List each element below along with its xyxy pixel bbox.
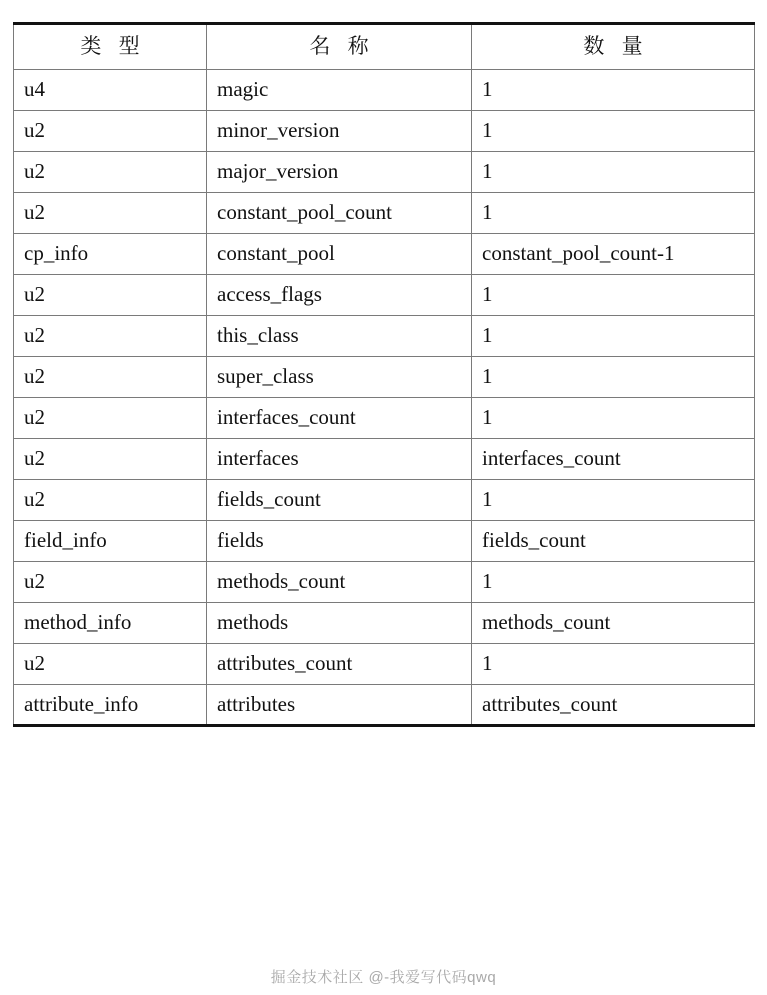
cell-type: u2 xyxy=(14,152,207,193)
cell-count: 1 xyxy=(472,70,755,111)
cell-name: interfaces xyxy=(207,439,472,480)
column-header-type: 类 型 xyxy=(14,24,207,70)
cell-name: super_class xyxy=(207,357,472,398)
cell-count: methods_count xyxy=(472,603,755,644)
cell-name: interfaces_count xyxy=(207,398,472,439)
table-header-row xyxy=(14,24,755,70)
table-row xyxy=(14,70,755,111)
cell-name: access_flags xyxy=(207,275,472,316)
cell-type: u2 xyxy=(14,193,207,234)
table-row xyxy=(14,439,755,480)
cell-count: 1 xyxy=(472,644,755,685)
table-row xyxy=(14,480,755,521)
cell-name: minor_version xyxy=(207,111,472,152)
cell-type: u2 xyxy=(14,480,207,521)
cell-count: 1 xyxy=(472,152,755,193)
cell-count: attributes_count xyxy=(472,685,755,726)
cell-name: constant_pool xyxy=(207,234,472,275)
cell-name: fields xyxy=(207,521,472,562)
cell-name: attributes xyxy=(207,685,472,726)
cell-count: interfaces_count xyxy=(472,439,755,480)
cell-type: u2 xyxy=(14,644,207,685)
cell-type: u2 xyxy=(14,275,207,316)
column-header-count: 数 量 xyxy=(472,24,755,70)
cell-name: this_class xyxy=(207,316,472,357)
table-row xyxy=(14,357,755,398)
table-row xyxy=(14,193,755,234)
cell-type: cp_info xyxy=(14,234,207,275)
watermark-text: 掘金技术社区 @-我爱写代码qwq xyxy=(270,969,497,986)
class-file-structure-table xyxy=(13,22,755,727)
table-row xyxy=(14,111,755,152)
cell-type: attribute_info xyxy=(14,685,207,726)
column-header-name: 名 称 xyxy=(207,24,472,70)
cell-type: u2 xyxy=(14,398,207,439)
cell-count: 1 xyxy=(472,316,755,357)
cell-type: u2 xyxy=(14,357,207,398)
table-row xyxy=(14,603,755,644)
cell-count: 1 xyxy=(472,562,755,603)
cell-count: 1 xyxy=(472,111,755,152)
table-row xyxy=(14,152,755,193)
cell-count: constant_pool_count-1 xyxy=(472,234,755,275)
table-row xyxy=(14,562,755,603)
cell-name: magic xyxy=(207,70,472,111)
table-row xyxy=(14,234,755,275)
cell-count: 1 xyxy=(472,480,755,521)
table-header xyxy=(14,24,755,70)
table-row xyxy=(14,685,755,726)
cell-name: attributes_count xyxy=(207,644,472,685)
cell-count: 1 xyxy=(472,275,755,316)
cell-type: u2 xyxy=(14,562,207,603)
cell-name: methods xyxy=(207,603,472,644)
table-row xyxy=(14,644,755,685)
cell-name: major_version xyxy=(207,152,472,193)
cell-name: fields_count xyxy=(207,480,472,521)
cell-name: methods_count xyxy=(207,562,472,603)
cell-count: 1 xyxy=(472,357,755,398)
cell-name: constant_pool_count xyxy=(207,193,472,234)
cell-type: u2 xyxy=(14,111,207,152)
cell-type: field_info xyxy=(14,521,207,562)
cell-count: fields_count xyxy=(472,521,755,562)
table-row xyxy=(14,275,755,316)
cell-type: method_info xyxy=(14,603,207,644)
cell-count: 1 xyxy=(472,193,755,234)
table-body xyxy=(14,70,755,726)
cell-type: u4 xyxy=(14,70,207,111)
cell-count: 1 xyxy=(472,398,755,439)
table-row xyxy=(14,316,755,357)
table-row xyxy=(14,398,755,439)
table-row xyxy=(14,521,755,562)
cell-type: u2 xyxy=(14,316,207,357)
cell-type: u2 xyxy=(14,439,207,480)
